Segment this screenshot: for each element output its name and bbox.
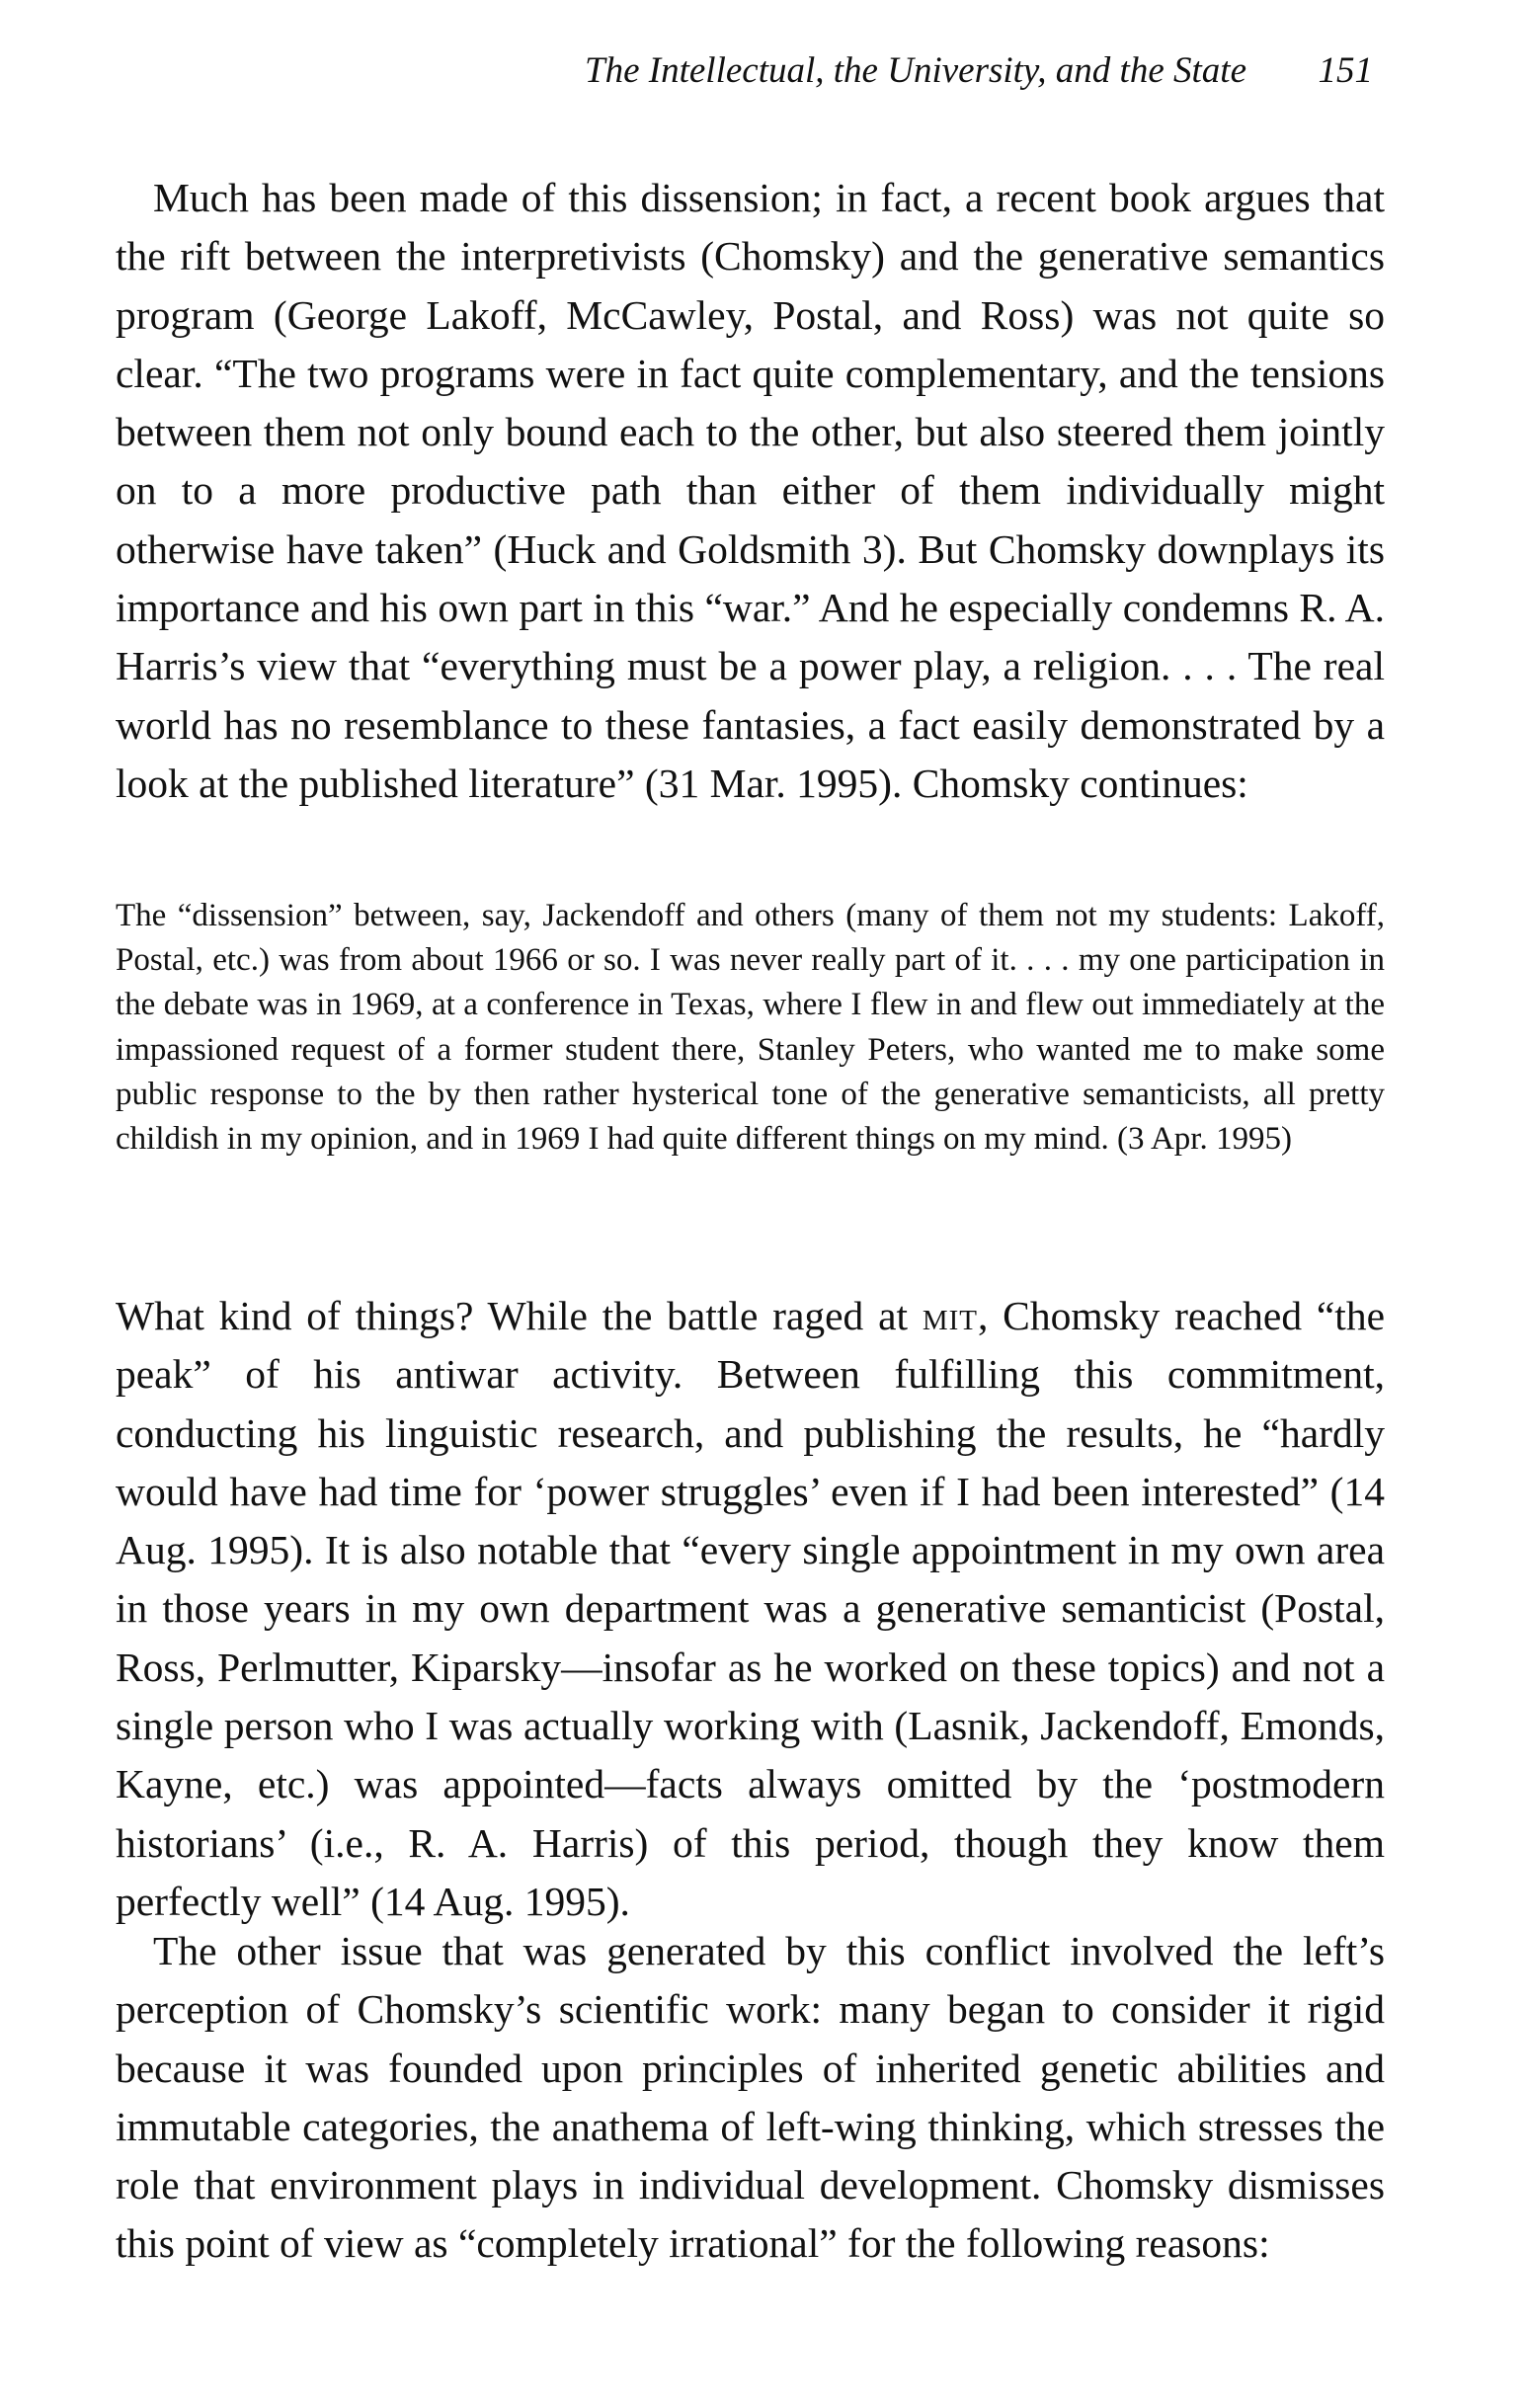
running-title: The Intellectual, the University, and the State — [585, 50, 1246, 91]
paragraph-what-kind-of-things — [116, 1287, 1385, 1931]
paragraph-2-text-start: What kind of things? While the battle raged at — [116, 1293, 923, 1338]
paragraph-2-text-end: , Chomsky reached “the peak” of his antiwar activity. Between fulfilling this commitment, conducting his linguistic research, and publishing the results, he “hardly would have had time for ‘power struggles’ even if I had been interested” (14 Aug. 1995). It is also notable that “every single appointment in my own area in those years in my own department was a generative semanticist (Postal, Ross, Perlmutter, Kiparsky—insofar as he worked on these topics) and not a single person who I was actually working with (Lasnik, Jackendoff, Emonds, Kayne, etc.) was appointed—facts always omitted by the ‘postmodern historians’ (i.e., R. A. Harris) of this period, though they know them perfectly well” (14 Aug. 1995). — [116, 1293, 1385, 1924]
running-head — [116, 45, 1385, 97]
paragraph-other-issue: The other issue that was generated by this conflict involved the left’s perception of Chomsky’s scientific work: many began to consider it rigid because it was founded upon principles of inherited genetic abilities and immutable categories, the anathema of left-wing thinking, which stresses the role that environment plays in individual development. Chomsky dismisses this point of view as “completely irrational” for the following reasons: — [116, 1928, 1385, 2267]
block-quote-chomsky: The “dissension” between, say, Jackendoff and others (many of them not my students: Lakoff, Postal, etc.) was from about 1966 or so. I was never really part of it. . . . my one participation in the debate was in 1969, at a conference in Texas, where I flew in and flew out immediately at the impassioned request of a former student there, Stanley Peters, who wanted me to make some public response to the by then rather hysterical tone of the generative semanticists, all pretty childish in my opinion, and in 1969 I had quite different things on my mind. (3 Apr. 1995) — [116, 898, 1385, 1158]
page-number: 151 — [1318, 50, 1373, 91]
mit-small-caps: mit — [922, 1293, 979, 1338]
paragraph-dissension: Much has been made of this dissension; in fact, a recent book argues that the rift between the interpretivists (Chomsky) and the generative semantics program (George Lakoff, McCawley, Postal, and Ross) was not quite so clear. “The two programs were in fact quite complementary, and the tensions between them not only bound each to the other, but also steered them jointly on to a more productive path than either of them individually might otherwise have taken” (Huck and Goldsmith 3). But Chomsky downplays its importance and his own part in this “war.” And he especially condemns R. A. Harris’s view that “everything must be a power play, a religion. . . . The real world has no resemblance to these fantasies, a fact easily demonstrated by a look at the published literature” (31 Mar. 1995). Chomsky continues: — [116, 175, 1385, 806]
